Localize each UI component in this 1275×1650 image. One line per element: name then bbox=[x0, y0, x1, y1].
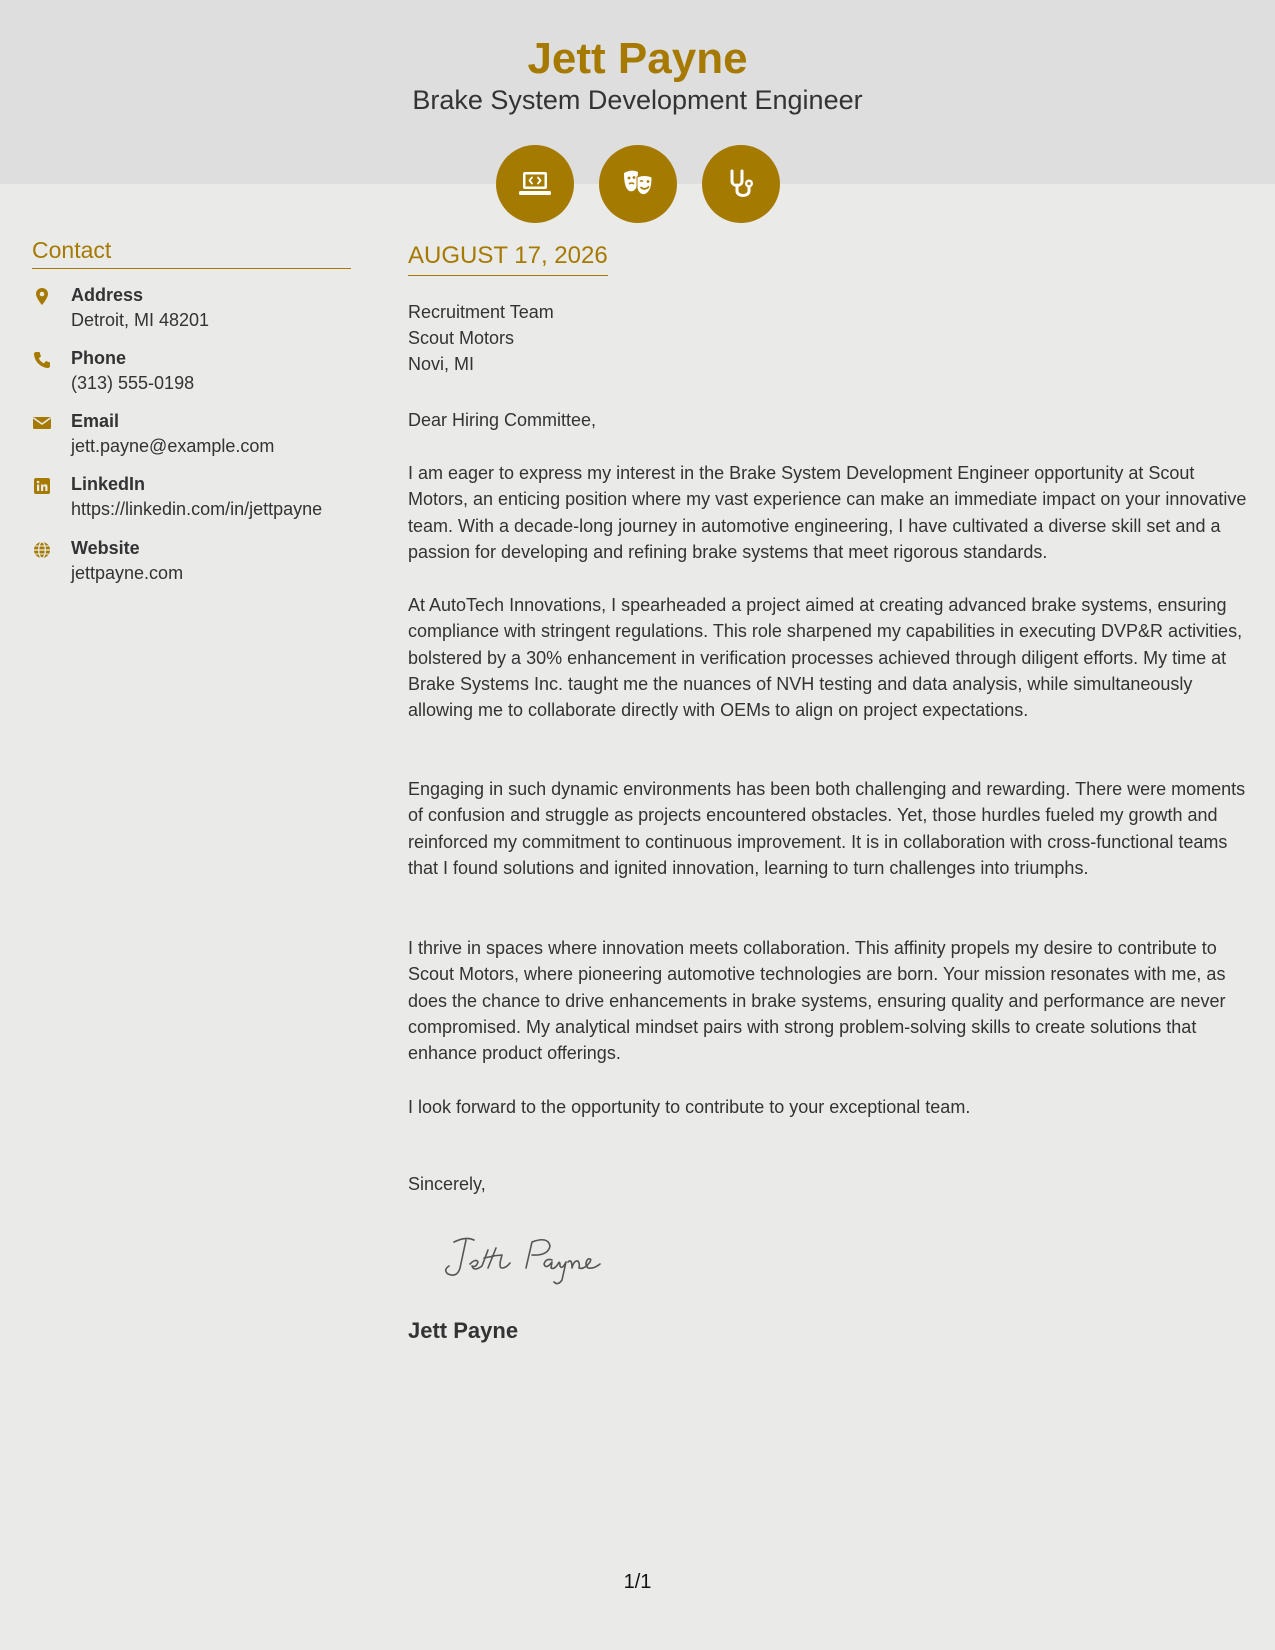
contact-label: LinkedIn bbox=[71, 474, 146, 494]
applicant-name: Jett Payne bbox=[527, 34, 748, 83]
globe-icon bbox=[32, 540, 52, 560]
paragraph: I look forward to the opportunity to contribute to your exceptional team. bbox=[408, 1097, 971, 1117]
salutation: Dear Hiring Committee, bbox=[408, 410, 597, 430]
website-value[interactable]: jettpayne.com bbox=[71, 563, 184, 583]
envelope-icon bbox=[32, 413, 52, 433]
theater-masks-badge bbox=[599, 145, 677, 223]
laptop-code-badge bbox=[496, 145, 574, 223]
linkedin-icon bbox=[32, 476, 52, 496]
stethoscope-badge bbox=[702, 145, 780, 223]
letter-date: AUGUST 17, 2026 bbox=[408, 242, 608, 276]
linkedin-value[interactable]: https://linkedin.com/in/jettpayne bbox=[71, 499, 323, 519]
page-number: 1/1 bbox=[623, 1571, 652, 1593]
stethoscope-icon bbox=[721, 164, 761, 204]
paragraph: Engaging in such dynamic environments has been both challenging and rewarding. There were moments of confusion and struggle as projects encountered obstacles. Yet, those hurdles fueled my growth and reinforced my commitment to continuous improvement. It is in collaboration with cross-functional teams that I found solutions and ignited innovation, learning to turn challenges into triumphs. bbox=[408, 779, 1246, 878]
phone-icon bbox=[32, 350, 52, 370]
phone-value: (313) 555-0198 bbox=[71, 373, 195, 393]
map-pin-icon bbox=[32, 287, 52, 307]
address-value: Detroit, MI 48201 bbox=[71, 310, 210, 330]
handwritten-signature bbox=[440, 1228, 640, 1288]
paragraph: I thrive in spaces where innovation meets collaboration. This affinity propels my desire to contribute to Scout Motors, where pioneering automotive technologies are born. Your mission resonates with me, as does the chance to drive enhancements in brake systems, ensuring quality and performance are never compromised. My analytical mindset pairs with strong problem-solving skills to create solutions that enhance product offerings. bbox=[408, 938, 1226, 1064]
paragraph: I am eager to express my interest in the Brake System Development Engineer opportunity at Scout Motors, an enticing position where my vast experience can make an immediate impact on your innovative team. With a decade-long journey in automotive engineering, I have cultivated a diverse skill set and a passion for developing and refining brake systems that meet rigorous standards. bbox=[408, 463, 1247, 562]
job-title: Brake System Development Engineer bbox=[412, 85, 863, 115]
contact-heading: Contact bbox=[32, 237, 351, 269]
paragraph: At AutoTech Innovations, I spearheaded a project aimed at creating advanced brake systems, ensuring compliance with stringent regulations. This role sharpened my capabilities in executing DVP&R activities, bolstered by a 30% enhancement in verification processes achieved through diligent efforts. My time at Brake Systems Inc. taught me the nuances of NVH testing and data analysis, while simultaneously allowing me to collaborate directly with OEMs to align on project expectations. bbox=[408, 595, 1243, 721]
contact-label: Email bbox=[71, 411, 120, 431]
closing: Sincerely, bbox=[408, 1174, 486, 1194]
theater-masks-icon bbox=[618, 164, 658, 204]
email-value: jett.payne@example.com bbox=[71, 436, 275, 456]
recipient-team: Recruitment Team bbox=[408, 302, 554, 322]
contact-label: Address bbox=[71, 285, 144, 305]
recipient-location: Novi, MI bbox=[408, 354, 475, 374]
contact-label: Website bbox=[71, 538, 140, 558]
signer-name: Jett Payne bbox=[408, 1318, 519, 1343]
contact-label: Phone bbox=[71, 348, 127, 368]
laptop-code-icon bbox=[515, 164, 555, 204]
recipient-company: Scout Motors bbox=[408, 328, 515, 348]
